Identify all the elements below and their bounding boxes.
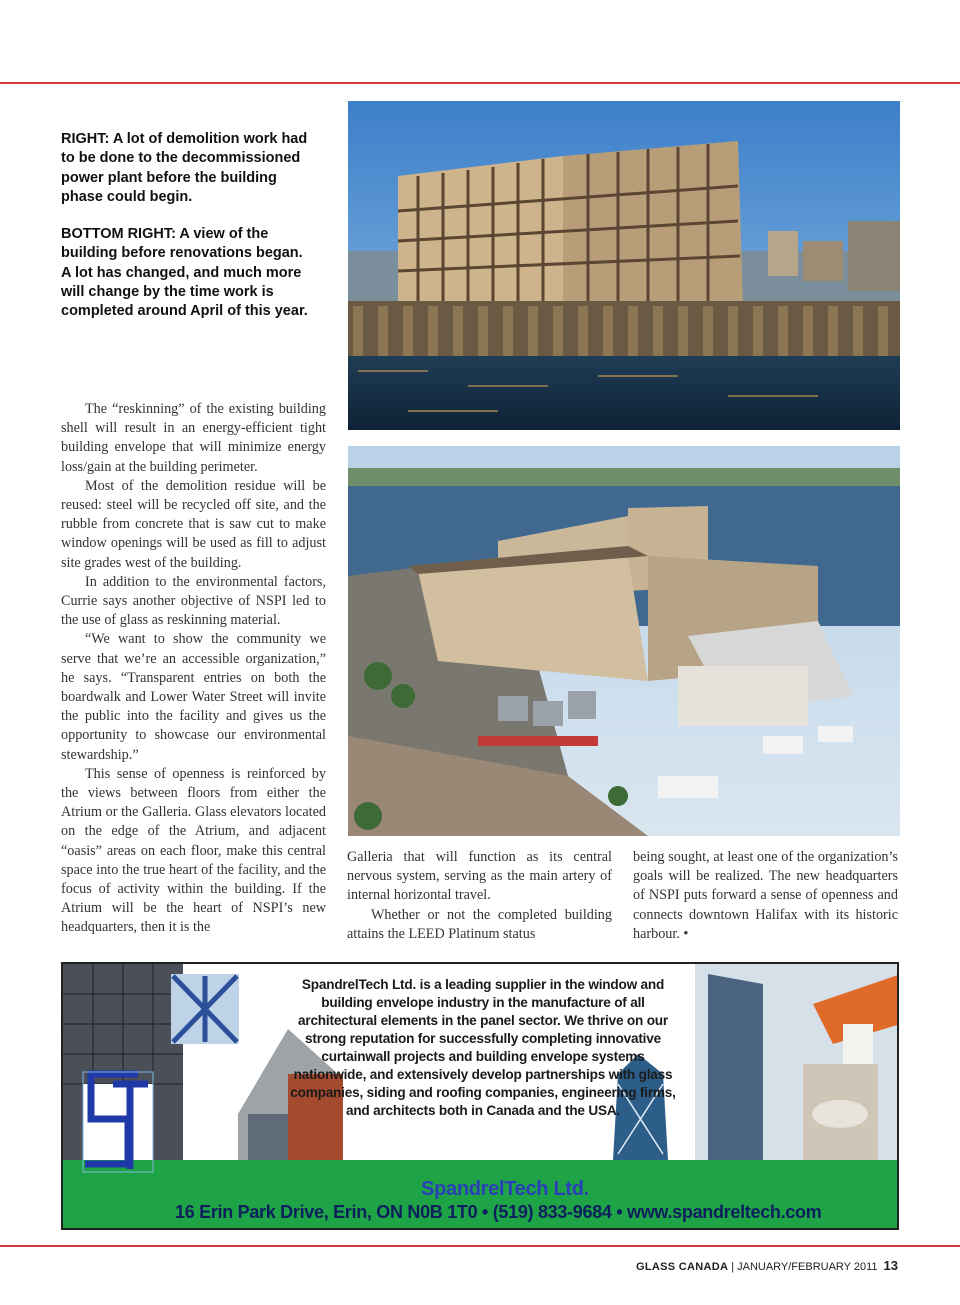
footer-separator: | bbox=[731, 1261, 735, 1273]
ad-contact-line: 16 Erin Park Drive, Erin, ON N0B 1T0 • (519) 833-9684 • www.spandreltech.com bbox=[175, 1202, 822, 1222]
article-paragraph: The “reskinning” of the existing building shell will result in an energy-efficient tight building envelope that will minimize energy loss/gain at the building perimeter. bbox=[61, 401, 326, 475]
article-paragraph: “We want to show the community we serve that we’re an accessible organization,” he says. “Transparent entries on both the boardwalk and Lower Water Street will invite the public into the facility and gives us the opportunity to showcase our environmental stewardship.” bbox=[61, 631, 326, 763]
issue-date: JANUARY/FEBRUARY 2011 bbox=[737, 1261, 878, 1273]
page-footer bbox=[636, 1258, 898, 1273]
article-paragraph: Galleria that will function as its central nervous system, serving as the main artery of internal horizontal travel. bbox=[347, 849, 612, 904]
caption-right: RIGHT: A lot of demolition work had to be done to the decommissioned power plant before the building phase could begin. bbox=[61, 131, 308, 205]
photo-captions bbox=[61, 130, 311, 340]
article-left-column bbox=[61, 400, 326, 938]
article-paragraph: In addition to the environmental factors, Currie says another objective of NSPI led to the use of glass as reskinning material. bbox=[61, 573, 326, 629]
article-paragraph: Whether or not the completed building attains the LEED Platinum status bbox=[347, 906, 612, 942]
caption-bottom-right: BOTTOM RIGHT: A view of the building before renovations began. A lot has changed, and much more will change by the time work is completed around April of this year. bbox=[61, 226, 308, 320]
page-number: 13 bbox=[883, 1258, 898, 1273]
magazine-name: GLASS CANADA bbox=[636, 1261, 729, 1273]
top-rule bbox=[0, 82, 960, 84]
bottom-rule bbox=[0, 1245, 960, 1247]
demolition-photo bbox=[348, 101, 900, 430]
article-paragraph: Most of the demolition residue will be reused: steel will be recycled off site, and the rubble from concrete that is saw cut to make window openings will be used as fill to adjust site grades west of the building. bbox=[61, 477, 326, 571]
ad-description: SpandrelTech Ltd. is a leading supplier in the window and building envelope industry in the manufacture of all architectural elements in the panel sector. We thrive on our strong reputation for successfully completing innovative curtainwall projects and building envelope systems nationwide, and extensively develop partnerships with glass companies, siding and roofing companies, engineering firms, and architects both in Canada and the USA. bbox=[290, 977, 676, 1118]
spandreltech-advertisement bbox=[61, 962, 899, 1230]
article-paragraph: This sense of openness is reinforced by the views between floors from either the Atrium or the Galleria. Glass elevators located on the edge of the Atrium, and adjacent “oasis” areas on each floor, make this central space into the true heart of the facility, and the focus of activity within the building. If the Atrium will be the heart of NSPI’s new headquarters, then it is the bbox=[61, 765, 326, 936]
article-right-column bbox=[633, 848, 898, 944]
ad-company-name: SpandrelTech Ltd. bbox=[421, 1178, 589, 1200]
article-middle-column bbox=[347, 848, 612, 944]
article-paragraph: being sought, at least one of the organization’s goals will be realized. The new headquarters of NSPI puts forward a sense of openness and connects downtown Halifax with its historic harbour. • bbox=[633, 849, 898, 942]
building-aerial-photo bbox=[348, 446, 900, 836]
